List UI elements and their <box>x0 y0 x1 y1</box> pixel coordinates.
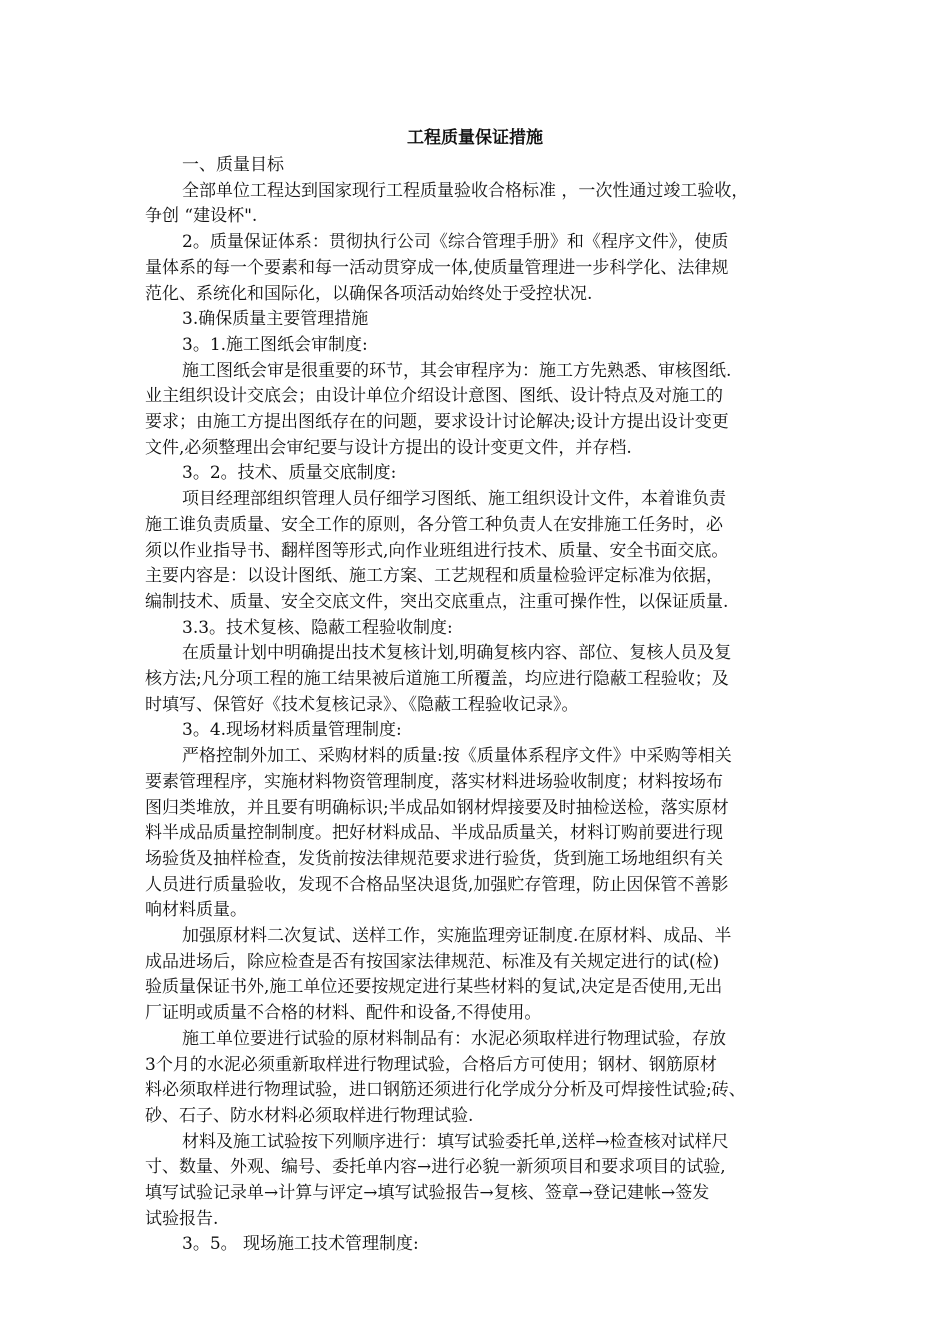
body-line: 在质量计划中明确提出技术复核计划,明确复核内容、部位、复核人员及复 <box>182 643 732 664</box>
body-line: 施工单位要进行试验的原材料制品有：水泥必须取样进行物理试验，存放 <box>182 1028 726 1049</box>
body-line: 验质量保证书外,施工单位还要按规定进行某些材料的复试,决定是否使用,无出 <box>145 977 723 998</box>
body-line: 量体系的每一个要素和每一活动贯穿成一体,使质量管理进一步科学化、法律规 <box>145 257 729 278</box>
body-line: 图归类堆放，并且要有明确标识;半成品如钢材焊接要及时抽检送检，落实原材 <box>145 797 729 818</box>
body-line: 施工谁负责质量、安全工作的原则，各分管工种负责人在安排施工任务时，必 <box>145 514 723 535</box>
body-line: 料必须取样进行物理试验，进口钢筋还须进行化学成分分析及可焊接性试验;砖、 <box>145 1080 746 1101</box>
body-line: 时填写、保管好《技术复核记录》、《隐蔽工程验收记录》。 <box>145 694 579 715</box>
body-line: 3.确保质量主要管理措施 <box>182 309 369 330</box>
body-line: 成品进场后，除应检查是否有按国家法律规范、标准及有关规定进行的试(检) <box>145 951 720 972</box>
body-line: 砂、石子、防水材料必须取样进行物理试验. <box>145 1105 474 1126</box>
body-line: 范化、系统化和国际化，以确保各项活动始终处于受控状况. <box>145 283 593 304</box>
body-line: 加强原材料二次复试、送样工作，实施监理旁证制度.在原材料、成品、半 <box>182 926 732 946</box>
body-line: 响材料质量。 <box>145 900 247 921</box>
body-line: 3.3。技术复核、隐蔽工程验收制度: <box>182 617 453 638</box>
body-line: 料半成品质量控制制度。把好材料成品、半成品质量关，材料订购前要进行现 <box>145 823 723 844</box>
body-line: 材料及施工试验按下列顺序进行：填写试验委托单,送样→检查核对试样尺 <box>182 1131 729 1152</box>
body-line: 编制技术、质量、安全交底文件，突出交底重点，注重可操作性，以保证质量. <box>145 591 729 612</box>
body-line: 须以作业指导书、翻样图等形式,向作业班组进行技术、质量、安全书面交底。 <box>145 540 729 561</box>
body-line: 一、质量目标 <box>182 155 284 175</box>
body-line: 严格控制外加工、采购材料的质量:按《质量体系程序文件》中采购等相关 <box>182 746 732 767</box>
document-title: 工程质量保证措施 <box>407 128 543 148</box>
body-line: 争创 “建设杯". <box>145 206 258 227</box>
body-line: 厂证明或质量不合格的材料、配件和设备,不得使用。 <box>145 1003 542 1024</box>
body-line: 3。1.施工图纸会审制度: <box>182 334 368 355</box>
body-line: 业主组织设计交底会；由设计单位介绍设计意图、图纸、设计特点及对施工的 <box>145 386 723 407</box>
body-line: 施工图纸会审是很重要的环节，其会审程序为：施工方先熟悉、审核图纸. <box>182 360 732 381</box>
body-line: 核方法;凡分项工程的施工结果被后道施工所覆盖，均应进行隐蔽工程验收；及 <box>145 669 729 689</box>
body-line: 场验货及抽样检查，发货前按法律规范要求进行验货，货到施工场地组织有关 <box>145 848 723 869</box>
body-line: 要求；由施工方提出图纸存在的问题，要求设计讨论解决;设计方提出设计变更 <box>145 412 729 432</box>
body-line: 项目经理部组织管理人员仔细学习图纸、施工组织设计文件，本着谁负责 <box>182 489 726 510</box>
body-line: 文件,必须整理出会审纪要与设计方提出的设计变更文件，并存档. <box>145 437 632 458</box>
body-line: 填写试验记录单→计算与评定→填写试验报告→复核、签章→登记建帐→签发 <box>145 1183 710 1203</box>
body-line: 主要内容是：以设计图纸、施工方案、工艺规程和质量检验评定标准为依据， <box>145 566 723 587</box>
body-line: 3个月的水泥必须重新取样进行物理试验，合格后方可使用；钢材、钢筋原材 <box>145 1054 717 1075</box>
body-line: 2。质量保证体系：贯彻执行公司《综合管理手册》和《程序文件》，使质 <box>182 232 729 253</box>
body-line: 3。2。技术、质量交底制度: <box>182 463 397 484</box>
body-line: 3。4.现场材料质量管理制度: <box>182 720 402 741</box>
body-line: 3。5。 现场施工技术管理制度: <box>182 1234 419 1255</box>
body-line: 全部单位工程达到国家现行工程质量验收合格标准 ，一次性通过竣工验收， <box>182 180 749 201</box>
body-line: 人员进行质量验收，发现不合格品坚决退货,加强贮存管理，防止因保管不善影 <box>145 874 729 895</box>
body-line: 寸、数量、外观、编号、委托单内容→进行必貌一新须项目和要求项目的试验, <box>145 1157 726 1178</box>
body-line: 要素管理程序，实施材料物资管理制度，落实材料进场验收制度；材料按场布 <box>145 771 723 792</box>
body-line: 试验报告. <box>145 1208 219 1229</box>
